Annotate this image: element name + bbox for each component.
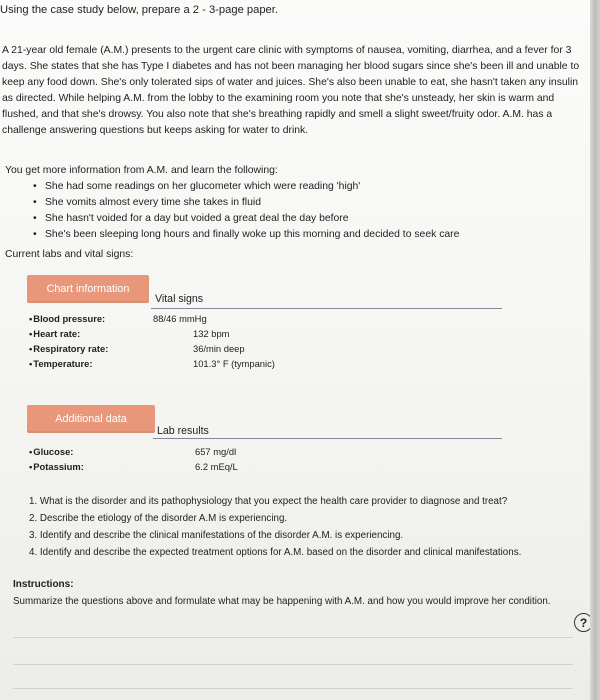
list-item: • She hasn't voided for a day but voided a great deal the day before — [33, 211, 459, 227]
additional-data-tab: Additional data — [27, 405, 155, 433]
instructions-heading: Instructions: — [13, 579, 74, 590]
list-item: • She's been sleeping long hours and finally woke up this morning and decided to seek care — [33, 227, 459, 243]
questions-list — [29, 493, 589, 561]
list-item: • She vomits almost every time she takes in fluid — [33, 195, 459, 211]
chart-information-tab: Chart information — [27, 275, 149, 303]
list-item: • She had some readings on her glucometer which were reading 'high' — [33, 179, 459, 195]
question-item: 4. Identify and describe the expected treatment options for A.M. based on the disorder and clinical manifestations. — [29, 547, 522, 558]
more-info-heading: You get more information from A.M. and learn the following: — [5, 165, 278, 176]
lab-label-glucose: • Glucose: — [29, 444, 84, 459]
assignment-intro: Using the case study below, prepare a 2 - 3-page paper. — [0, 4, 278, 16]
question-item: 3. Identify and describe the clinical manifestations of the disorder A.M. is experiencing. — [29, 530, 404, 541]
lab-label-potassium: • Potassium: — [29, 459, 84, 474]
more-info-list — [33, 179, 459, 243]
lab-labels — [29, 444, 84, 474]
question-item: 2. Describe the etiology of the disorder A.M is experiencing. — [29, 513, 288, 524]
current-labs-heading: Current labs and vital signs: — [5, 249, 134, 260]
lab-results-title: Lab results — [157, 425, 209, 437]
vital-signs-divider — [151, 308, 502, 309]
lab-value-potassium: 6.2 mEq/L — [195, 461, 238, 472]
vital-value-heart-rate: 132 bpm — [193, 328, 230, 339]
vital-label-temperature: • Temperature: — [29, 356, 108, 371]
vital-value-temperature: 101.3° F (tympanic) — [193, 358, 275, 369]
vital-label-heart-rate: • Heart rate: — [29, 326, 108, 341]
vital-value-respiratory-rate: 36/min deep — [193, 343, 245, 354]
vital-label-respiratory-rate: • Respiratory rate: — [29, 341, 108, 356]
lab-value-glucose: 657 mg/dl — [195, 446, 237, 457]
instructions-body: Summarize the questions above and formulate what may be happening with A.M. and how you would improve her condition. — [13, 596, 551, 607]
vital-signs-title: Vital signs — [155, 293, 204, 305]
divider — [13, 664, 573, 665]
vital-value-blood-pressure: 88/46 mmHg — [153, 313, 207, 324]
vital-label-blood-pressure: • Blood pressure: — [29, 311, 108, 326]
divider — [13, 688, 573, 689]
page-edge — [590, 0, 600, 700]
divider — [13, 637, 573, 638]
case-paragraph: A 21-year old female (A.M.) presents to the urgent care clinic with symptoms of nausea, vomiting, diarrhea, and a fever for 3 days. She states that she has Type I diabetes and has not been managing her blood sugars since she's been ill and unable to keep any food down. She's only tolerated sips of water and juices. She's also been unable to eat, she hasn't taken any insulin as directed. While helping A.M. from the lobby to the examining room you note that she's unsteady, her skin is warm and flushed, and that she's drowsy. You also note that she's breathing rapidly and smell a slight sweet/fruity odor. A.M. has a challenge answering questions but keeps asking for water to drink. — [2, 45, 580, 136]
question-item: 1. What is the disorder and its pathophysiology that you expect the health care provider to diagnose and treat? — [29, 496, 508, 507]
help-icon[interactable]: ? — [574, 613, 593, 632]
vitals-labels — [29, 311, 108, 371]
lab-results-divider — [153, 438, 502, 439]
